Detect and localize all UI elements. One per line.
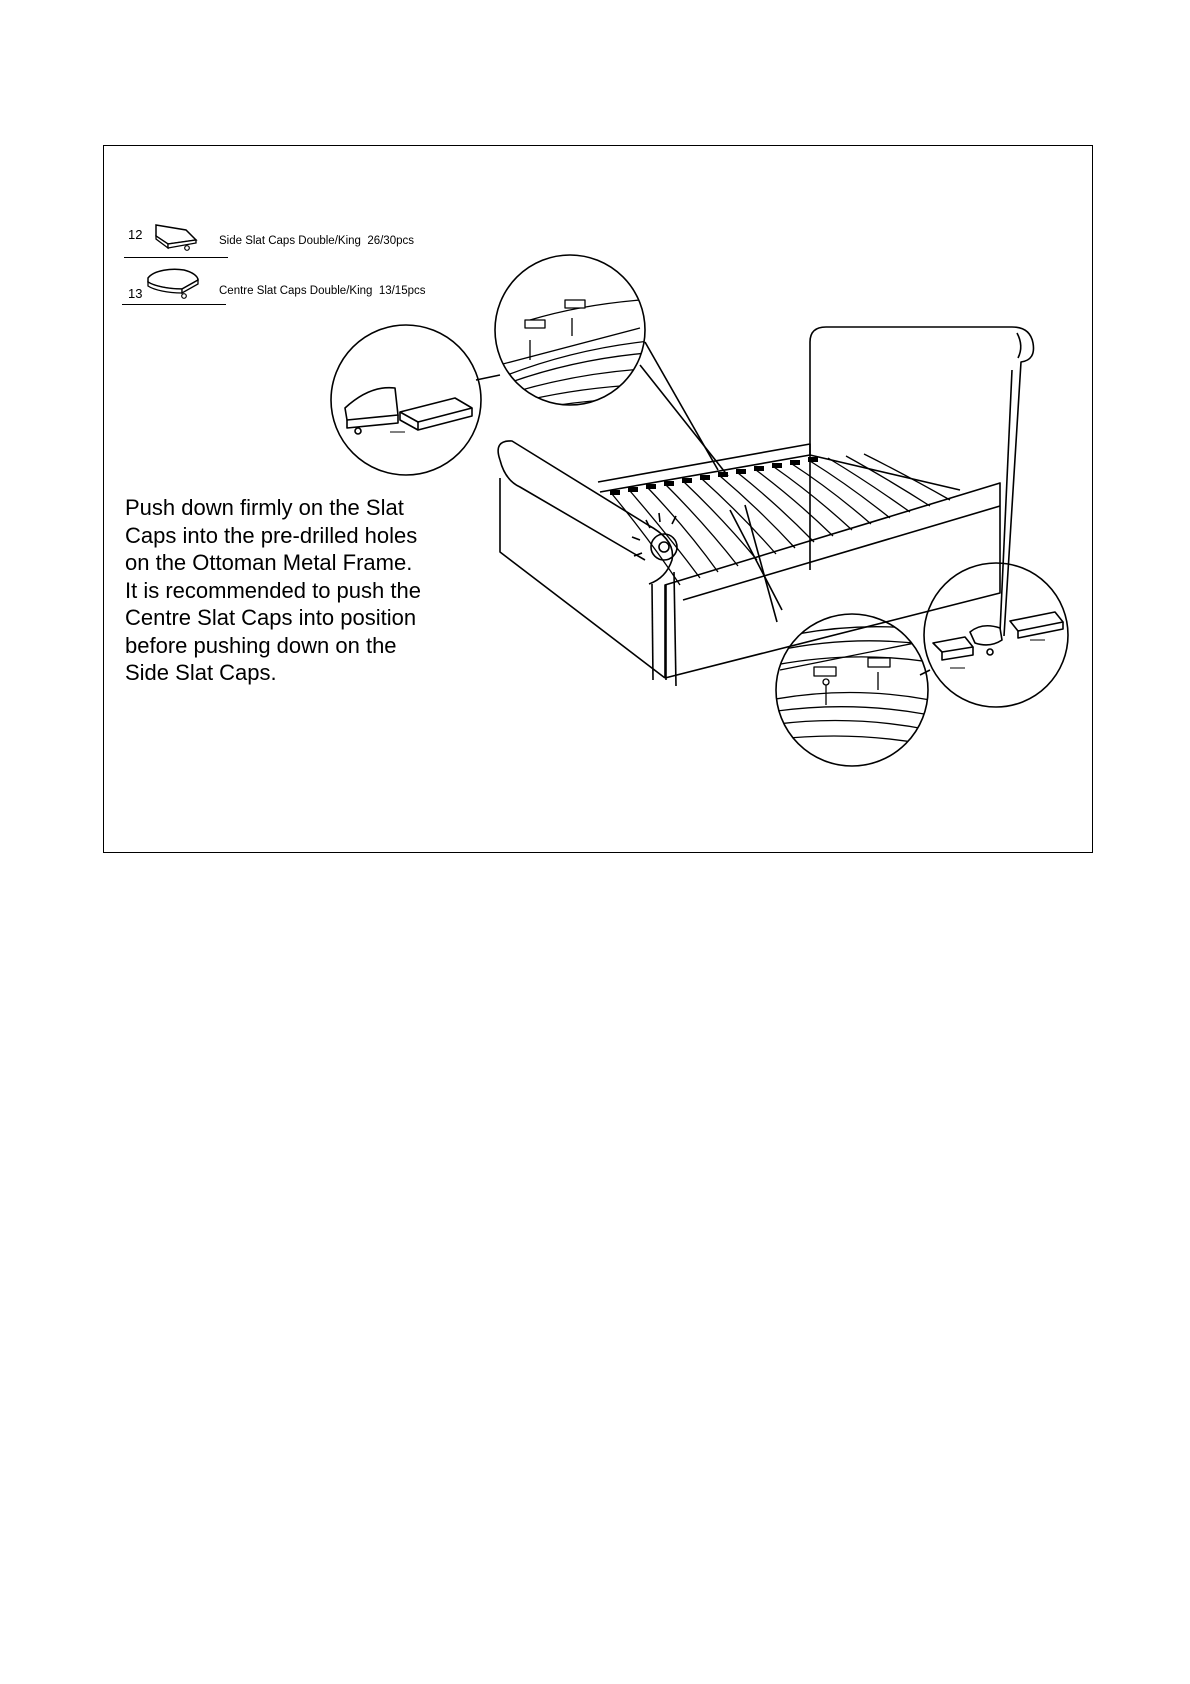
part-number-12: 12: [128, 227, 143, 242]
instruction-line: It is recommended to push the: [125, 577, 421, 603]
callout-side-cap: [331, 325, 500, 475]
instruction-line: on the Ottoman Metal Frame.: [125, 550, 413, 575]
callout-centre-cap: [920, 563, 1068, 707]
part-name: Side Slat Caps Double/King: [219, 235, 361, 247]
part-name: Centre Slat Caps Double/King: [219, 285, 373, 297]
part-number-13: 13: [128, 286, 143, 301]
instruction-line: Centre Slat Caps into position: [125, 605, 417, 630]
part-quantity: 26/30pcs: [367, 235, 414, 247]
callout-side-cap-top: [480, 255, 728, 476]
bed-slats: [612, 454, 950, 585]
instruction-line: Push down firmly on the Slat: [125, 495, 404, 520]
instruction-line: before pushing down on the: [125, 632, 397, 658]
part-quantity: 13/15pcs: [378, 285, 426, 297]
instruction-line: Caps into the pre-drilled holes: [125, 522, 418, 548]
instruction-line: Side Slat Caps.: [125, 660, 277, 685]
